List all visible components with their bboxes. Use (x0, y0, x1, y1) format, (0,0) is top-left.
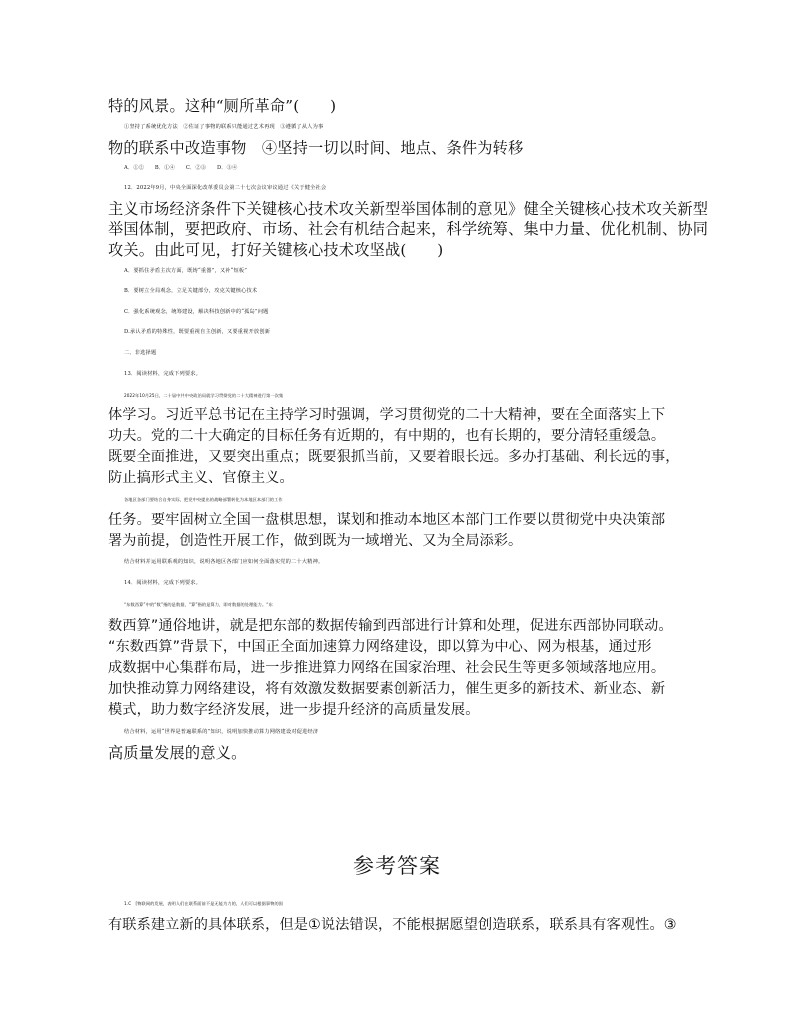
material-line: 2022年10月25日，二十届中共中央政治局就学习贯彻党的二十大精神进行第一次集 (124, 393, 284, 398)
choice-b: B．要树立全局观念，立足关键部分，攻克关键核心技术 (124, 288, 258, 294)
material-line: 既要全面推进，又要突出重点；既要狠抓当前，又要着眼长远。多办打基础、利长远的事， (108, 449, 680, 465)
text-line: 举国体制，要把政府、市场、社会有机结合起来，科学统筹、集中力量、优化机制、协同 (108, 220, 709, 238)
answer-heading: 参考答案 (353, 854, 441, 878)
question-prompt: 高质量发展的意义。 (108, 744, 247, 762)
text-line: 攻关。由此可见，打好关键核心技术攻坚战( ) (108, 241, 444, 259)
material-line: 体学习。习近平总书记在主持学习时强调，学习贯彻党的二十大精神，要在全面落实上下 (108, 407, 666, 423)
question-prompt: 结合材料，运用“世界是普遍联系的”知识，说明加快推动算力网络建设对促进经济 (124, 729, 319, 735)
answer-line: 1.C [物联网的发展，表明人们在联系面前不是无能为力的，人们可以根据事物的固 (124, 901, 284, 906)
material-line: 功夫。党的二十大确定的目标任务有近期的，有中期的，也有长期的，要分清轻重缓急。 (108, 428, 666, 444)
choice-a: A．要抓住矛盾主次方面，既铸“重器”，又补“短板” (124, 268, 248, 274)
text-line: 特的风景。这种“厕所革命”( ) (108, 97, 337, 115)
section-heading: 二、非选择题 (124, 350, 157, 356)
material-line: 任务。要牢固树立全国一盘棋思想，谋划和推动本地区本部门工作要以贯彻党中央决策部 (108, 512, 666, 528)
answer-line: 有联系建立新的具体联系，但是①说法错误，不能根据愿望创造联系，联系具有客观性。③ (108, 917, 677, 933)
material-line: 模式，助力数字经济发展，进一步提升经济的高质量发展。 (108, 702, 480, 718)
question-prompt: 结合材料并运用联系观的知识，说明各地区各部门应如何全面落实党的二十大精神。 (124, 559, 324, 565)
material-line: 署为前提，创造性开展工作，做到既为一域增光、又为全局添彩。 (108, 533, 523, 549)
choice-c: C．强化系统观念，统筹建设，解决科技创新中的“孤岛”问题 (124, 309, 269, 315)
text-line: 主义市场经济条件下关键核心技术攻关新型举国体制的意见》健全关键核心技术攻关新型 (108, 200, 709, 218)
material-line: 各地区各部门要结合自身实际，把党中央提出的战略部署转化为本地区本部门的工作 (124, 497, 283, 502)
material-line: “东数西算”中的“数”指的是数据，“算”指的是算力，即对数据的处理能力。“东 (124, 602, 273, 607)
choice-d: D.承认矛盾的特殊性，既要重视自主创新，又要重视开放创新 (124, 329, 271, 335)
option-line: ①坚持了系统优化方法 ②佐证了事物的联系只能通过艺术再现 ③遵循了从人为事 (124, 124, 324, 130)
material-line: 加快推动算力网络建设，将有效激发数据要素创新活力，催生更多的新技术、新业态、新 (108, 681, 666, 697)
question-12: 12．2022年9月，中央全面深化改革委员会第二十七次会议审议通过《关于健全社会 (124, 185, 327, 191)
question-14: 14．阅读材料，完成下列要求。 (124, 580, 202, 586)
material-line: 成数据中心集群布局，进一步推进算力网络在国家治理、社会民生等更多领域落地应用。 (108, 660, 666, 676)
material-line: “东数西算”背景下，中国正全面加速算力网络建设，即以算为中心、网为根基，通过形 (108, 639, 652, 655)
material-line: 防止搞形式主义、官僚主义。 (108, 470, 294, 486)
choice-line: A．①② B．①④ C．②③ D．③④ (124, 165, 238, 171)
material-line: 数西算”通俗地讲，就是把东部的数据传输到西部进行计算和处理，促进东西部协同联动。 (108, 618, 673, 634)
option-line: 物的联系中改造事物 ④坚持一切以时间、地点、条件为转移 (108, 139, 524, 157)
question-13: 13．阅读材料，完成下列要求。 (124, 371, 202, 377)
